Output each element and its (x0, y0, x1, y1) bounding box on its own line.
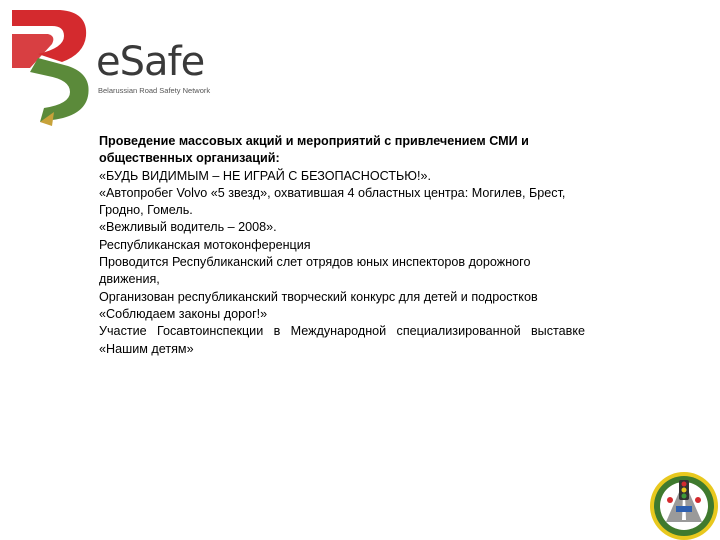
list-item: «Вежливый водитель – 2008». (99, 220, 277, 235)
main-content (99, 133, 585, 358)
list-item: «Автопробег Volvo «5 звезд», охватившая 4 областных центра: Могилев, Брест, Гродно, Гомель. (99, 185, 566, 218)
list-item: Республиканская мотоконференция (99, 237, 311, 252)
road-safety-emblem-icon (640, 460, 720, 540)
content-heading: Проведение массовых акций и мероприятий с привлечением СМИ и общественных организаций: (99, 134, 529, 166)
list-item: Организован республиканский творческий конкурс для детей и подростков «Соблюдаем законы дорог!» (99, 289, 538, 321)
list-item: Участие Госавтоинспекции в Международной специализированной выставке «Нашим детям» (99, 324, 585, 356)
logo-tagline: Belarussian Road Safety Network (98, 86, 211, 95)
list-item: «БУДЬ ВИДИМЫМ – НЕ ИГРАЙ С БЕЗОПАСНОСТЬЮ!». (99, 168, 432, 183)
logo-wordmark: eSafe (96, 39, 205, 85)
esafe-logo-mark-icon (8, 8, 103, 126)
esafe-logo (8, 8, 218, 126)
list-item: Проводится Республиканский слет отрядов юных инспекторов дорожного движения, (99, 255, 531, 287)
